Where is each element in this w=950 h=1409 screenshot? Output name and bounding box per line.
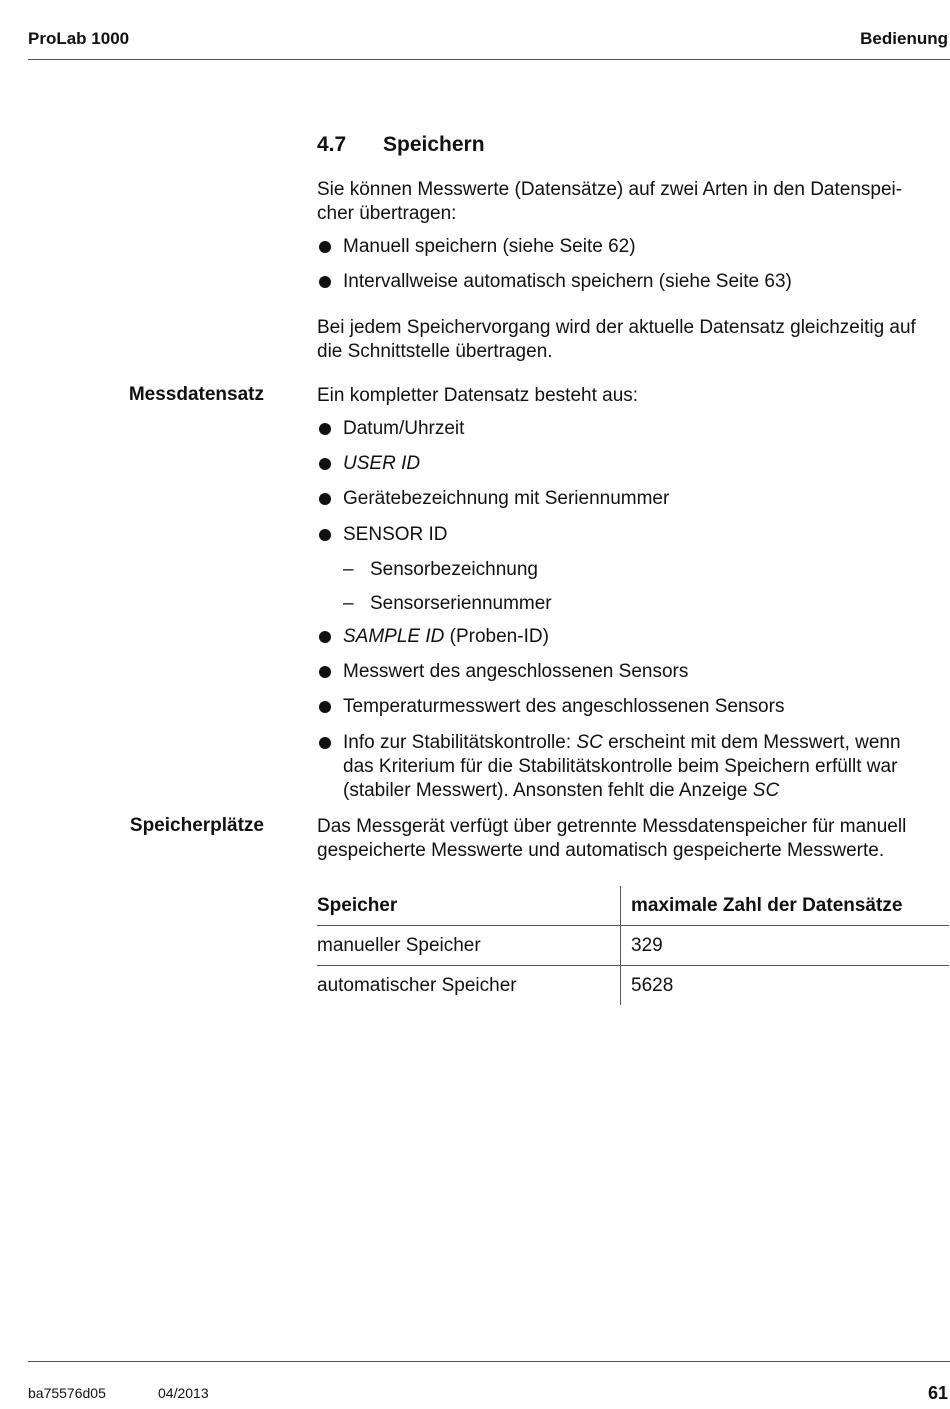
- list-item-text: SENSOR ID: [343, 524, 448, 545]
- bullet-icon: [319, 737, 331, 749]
- list-item-text: Messwert des angeschlossenen Sensors: [343, 661, 689, 682]
- memory-line-1: Das Messgerät verfügt über getrennte Messdatenspeicher für manuell: [317, 816, 907, 837]
- stability-text-b: erscheint mit dem Messwert, wenn: [602, 732, 901, 753]
- stability-text-line-2: das Kriterium für die Stabilitätskontrolle beim Speichern erfüllt war: [343, 756, 898, 777]
- interface-note-line-2: die Schnittstelle übertragen.: [317, 341, 553, 362]
- side-label-speicherplaetze: Speicherplätze: [129, 815, 264, 836]
- memory-line-2: gespeicherte Messwerte und automatisch gespeicherte Messwerte.: [317, 840, 885, 861]
- bullet-icon: [319, 666, 331, 678]
- side-label-messdatensatz: Messdatensatz: [128, 384, 264, 405]
- list-item-text: Intervallweise automatisch speichern (siehe Seite 63): [343, 271, 792, 292]
- header-rule: [28, 59, 950, 60]
- sc-indicator: SC: [576, 732, 603, 753]
- list-item-text: Temperaturmesswert des angeschlossenen Sensors: [343, 696, 785, 717]
- footer-rule: [28, 1361, 950, 1362]
- table-row: [317, 926, 949, 966]
- bullet-icon: [319, 701, 331, 713]
- sub-list-item-text: Sensorbezeichnung: [370, 559, 538, 580]
- section-number: 4.7: [317, 133, 347, 156]
- bullet-icon: [319, 241, 331, 253]
- list-item-text: USER ID: [343, 453, 421, 474]
- table-cell: automatischer Speicher: [317, 974, 517, 996]
- interface-note-line-1: Bei jedem Speichervorgang wird der aktuelle Datensatz gleichzeitig auf: [317, 317, 916, 338]
- list-item: [317, 270, 949, 294]
- list-item: [317, 695, 949, 719]
- table-header-cell: maximale Zahl der Datensätze: [621, 886, 950, 926]
- bullet-icon: [319, 276, 331, 288]
- dash-marker: –: [343, 593, 354, 614]
- dash-marker: –: [343, 559, 354, 580]
- bullet-icon: [319, 631, 331, 643]
- list-item: [317, 731, 949, 803]
- table-cell: 5628: [621, 966, 950, 1006]
- list-item: [317, 523, 949, 547]
- intro-paragraph: [317, 178, 949, 226]
- list-item: [317, 235, 949, 259]
- table-row: [317, 966, 949, 1006]
- sub-list-item-text: Sensorseriennummer: [370, 593, 552, 614]
- sc-indicator: SC: [752, 780, 780, 801]
- interface-note-paragraph: [317, 316, 949, 364]
- footer-date: 04/2013: [158, 1385, 209, 1401]
- sample-id-desc: (Proben-ID): [444, 626, 549, 647]
- header-chapter-name: Bedienung: [860, 29, 948, 48]
- list-item: [317, 452, 949, 476]
- intro-line-1: Sie können Messwerte (Datensätze) auf zwei Arten in den Datenspei-: [317, 179, 903, 200]
- list-item-text: Gerätebezeichnung mit Seriennummer: [343, 488, 670, 509]
- sample-id-label: SAMPLE ID: [343, 626, 445, 647]
- list-item: [317, 625, 949, 649]
- memory-paragraph: [317, 815, 949, 863]
- list-item: [317, 417, 949, 441]
- page-number: 61: [927, 1383, 948, 1403]
- table-cell: 329: [621, 926, 950, 966]
- bullet-icon: [319, 529, 331, 541]
- intro-line-2: cher übertragen:: [317, 203, 457, 224]
- table-header-row: [317, 886, 949, 926]
- memory-table: [317, 886, 949, 1005]
- header-product-name: ProLab 1000: [28, 29, 130, 48]
- section-title: Speichern: [383, 133, 485, 156]
- stability-text-a: Info zur Stabilitätskontrolle:: [343, 732, 577, 753]
- bullet-icon: [319, 458, 331, 470]
- bullet-icon: [319, 423, 331, 435]
- table-cell: manueller Speicher: [317, 926, 621, 966]
- table-header-cell: Speicher: [317, 886, 621, 926]
- list-item-text: Manuell speichern (siehe Seite 62): [343, 236, 636, 257]
- record-intro: Ein kompletter Datensatz besteht aus:: [317, 385, 639, 406]
- footer-document-code: ba75576d05: [28, 1385, 106, 1401]
- list-item: [317, 487, 949, 511]
- stability-text-line-3: (stabiler Messwert). Ansonsten fehlt die Anzeige: [343, 780, 753, 801]
- sub-list-item: [343, 558, 538, 582]
- section-heading: [317, 133, 485, 157]
- sub-list-item: [343, 592, 552, 616]
- bullet-icon: [319, 493, 331, 505]
- list-item: [317, 660, 949, 684]
- list-item-text: Datum/Uhrzeit: [343, 418, 465, 439]
